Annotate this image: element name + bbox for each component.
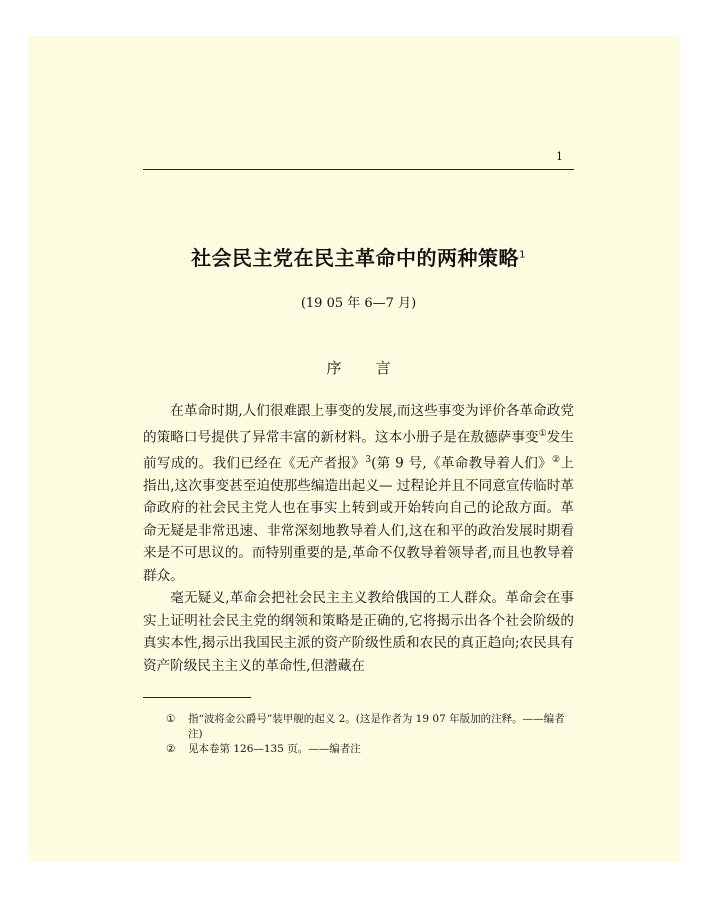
title-endnote-marker: 1	[519, 249, 526, 261]
footnote-2-mark: ②	[166, 743, 176, 755]
section-heading	[143, 357, 574, 378]
footnote-ref-2[interactable]: ②	[552, 454, 561, 465]
paragraph-1-text-d: 上指出,这次事变甚至迫使那些编造出起义— 过程论并且不同意宣传临时革命政府的社会民主党人也在事实上转到或开始转向自己的论敌方面。革命无疑是非常迅速、非常深刻地教导着人们,这在和平的政治发展时期看来是不可思议的。而特别重要的是,革命不仅教导着领导者,而且也教导着群众。	[143, 455, 574, 584]
body-text	[143, 400, 574, 677]
footnote-1	[166, 712, 576, 742]
paragraph-1-text-a: 在革命时期,人们很难跟上事变的发展,而这些事变为评价各革命政党的策略口号提供了异常丰富的新材料。这本小册子是在敖德萨事变	[143, 403, 574, 446]
section-heading-char-2: 言	[375, 359, 391, 377]
footnote-rule	[143, 697, 251, 698]
title-text: 社会民主党在民主革命中的两种策略	[191, 246, 520, 270]
header-rule	[143, 169, 574, 170]
footnote-2-text: 见本卷第 126—135 页。——编者注	[188, 743, 361, 755]
paragraph-1-text-c: (第 9 号,《革命教导着人们》	[371, 455, 553, 472]
endnote-ref-3[interactable]: 3	[365, 454, 372, 465]
paragraph-1	[143, 400, 574, 587]
footnote-1-mark: ①	[166, 713, 176, 725]
paragraph-1-text-b: 发生前写成的。我们已经在《无产者报》	[143, 429, 575, 472]
footnote-2	[166, 742, 576, 757]
section-heading-char-1: 序	[326, 359, 342, 377]
footnote-1-text: 指“波将金公爵号”装甲舰的起义 2。(这是作者为 19 07 年版加的注释。——编者注)	[188, 713, 565, 740]
footnotes	[166, 712, 576, 757]
page-title	[143, 242, 574, 271]
page-number: 1	[556, 150, 563, 163]
paragraph-2: 毫无疑义,革命会把社会民主主义教给俄国的工人群众。革命会在事实上证明社会民主党的纲领和策略是正确的,它将揭示出各个社会阶级的真实本性,揭示出我国民主派的资产阶级性质和农民的真正趋向;农民具有资产阶级民主主义的革命性,但潜藏在	[143, 590, 574, 674]
date-line: (19 05 年 6—7 月)	[300, 296, 417, 311]
footnote-ref-1[interactable]: ①	[538, 428, 547, 439]
